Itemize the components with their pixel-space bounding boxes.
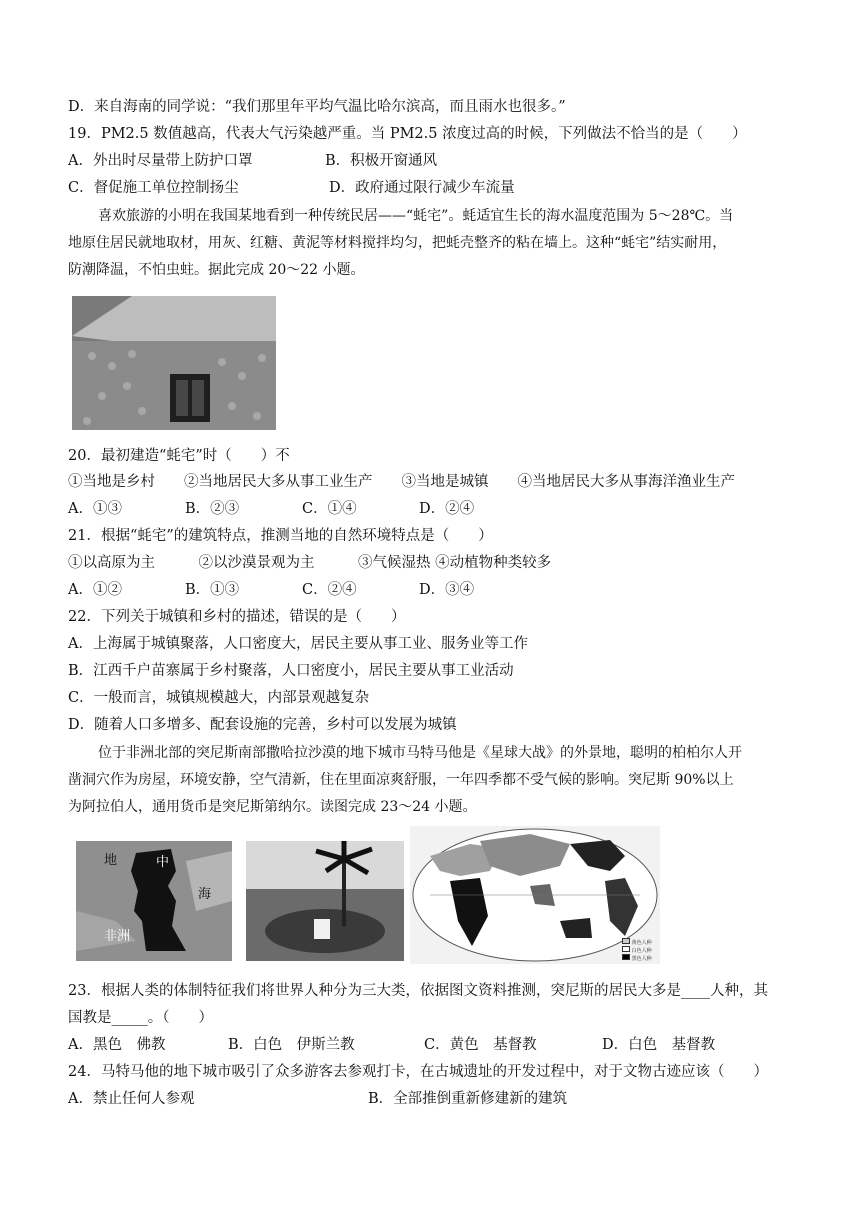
- q20-items: ①当地是乡村 ②当地居民大多从事工业生产 ③当地是城镇 ④当地居民大多从事海洋渔业生产: [68, 474, 735, 490]
- q21-stem: 21．根据“蚝宅”的建筑特点，推测当地的自然环境特点是（ ）: [68, 528, 493, 544]
- q20-option-c: C．①④: [302, 501, 357, 517]
- map-label-zhong: 中: [156, 855, 170, 870]
- tunisia-map: [76, 841, 232, 961]
- world-race-map: [410, 826, 660, 964]
- q20-option-a: A．①③: [68, 501, 122, 517]
- q21-option-c: C．②④: [302, 582, 357, 598]
- passage2-line1: 位于非洲北部的突尼斯南部撒哈拉沙漠的地下城市马特马他是《星球大战》的外景地，聪明的柏柏尔人开: [98, 745, 742, 761]
- q21-option-b: B．①③: [185, 582, 240, 598]
- passage1-line3: 防潮降温，不怕虫蛀。据此完成 20～22 小题。: [68, 262, 365, 278]
- q22-option-a: A．上海属于城镇聚落，人口密度大，居民主要从事工业、服务业等工作: [68, 636, 528, 652]
- q19-option-d: D．政府通过限行减少车流量: [329, 180, 515, 196]
- q19-stem: 19．PM2.5 数值越高，代表大气污染越严重。当 PM2.5 浓度过高的时候，下列做法不恰当的是（ ）: [68, 126, 747, 142]
- q18-option-d: D．来自海南的同学说：“我们那里年平均气温比哈尔滨高，而且雨水也很多。”: [68, 99, 566, 115]
- q23-option-a: A．黑色 佛教: [68, 1037, 166, 1053]
- passage1-line2: 地原住居民就地取材，用灰、红糖、黄泥等材料搅拌均匀，把蚝壳整齐的粘在墙上。这种“蚝宅”结实耐用，: [68, 235, 727, 251]
- legend-yellow: 黄色人种: [622, 938, 652, 946]
- q23-options: [68, 1035, 715, 1055]
- q22-option-c: C．一般而言，城镇规模越大，内部景观越复杂: [68, 690, 370, 706]
- q19-options-ab: [68, 151, 437, 171]
- q24-options: [68, 1089, 567, 1109]
- q21-items: ①以高原为主 ②以沙漠景观为主 ③气候湿热 ④动植物种类较多: [68, 555, 552, 571]
- q20-option-b: B．②③: [185, 501, 240, 517]
- q22-option-b: B．江西千户苗寨属于乡村聚落，人口密度小，居民主要从事工业活动: [68, 663, 514, 679]
- q21-option-a: A．①②: [68, 582, 122, 598]
- passage1-line1: 喜欢旅游的小明在我国某地看到一种传统民居——“蚝宅”。蚝适宜生长的海水温度范围为 5～28℃。当: [98, 208, 734, 224]
- legend: [622, 938, 652, 962]
- passage2-line3: 为阿拉伯人，通用货币是突尼斯第纳尔。读图完成 23～24 小题。: [68, 799, 477, 815]
- legend-white: 白色人种: [622, 946, 652, 954]
- q24-option-a: A．禁止任何人参观: [68, 1091, 195, 1107]
- q19-option-b: B．积极开窗通风: [325, 153, 438, 169]
- q24-option-b: B．全部推倒重新修建新的建筑: [368, 1091, 568, 1107]
- map-label-di: 地: [104, 853, 118, 868]
- q23-option-b: B．白色 伊斯兰教: [228, 1037, 355, 1053]
- q20-stem: 20．最初建造“蚝宅”时（ ）不: [68, 448, 290, 464]
- q22-stem: 22．下列关于城镇和乡村的描述，错误的是（ ）: [68, 609, 406, 625]
- q19-options-cd: [68, 178, 515, 198]
- q24-stem: 24．马特马他的地下城市吸引了众多游客去参观打卡，在古城遗址的开发过程中，对于文物古迹应该（ ）: [68, 1064, 768, 1080]
- q23-option-c: C．黄色 基督教: [424, 1037, 537, 1053]
- q23-stem-line1: 23．根据人类的体制特征我们将世界人种分为三大类，依据图文资料推测，突尼斯的居民大多是____人种，其: [68, 983, 768, 999]
- q21-options: [68, 580, 474, 600]
- q22-option-d: D．随着人口多增多、配套设施的完善，乡村可以发展为城镇: [68, 717, 457, 733]
- q23-option-d: D．白色 基督教: [602, 1037, 716, 1053]
- map-label-hai: 海: [198, 887, 212, 902]
- legend-black: 黑色人种: [622, 954, 652, 962]
- q19-option-a: A．外出时尽量带上防护口罩: [68, 153, 253, 169]
- q19-option-c: C．督促施工单位控制扬尘: [68, 180, 239, 196]
- passage2-line2: 凿洞穴作为房屋，环境安静，空气清新，住在里面凉爽舒服，一年四季都不受气候的影响。突尼斯 90%以上: [68, 772, 734, 788]
- q21-option-d: D．③④: [419, 582, 475, 598]
- q23-stem-line2: 国教是_____。（ ）: [68, 1010, 213, 1026]
- oyster-house-photo: [72, 296, 276, 430]
- q20-option-d: D．②④: [419, 501, 475, 517]
- q20-options: [68, 499, 474, 519]
- matmata-photo: [246, 841, 404, 961]
- map-label-feizhou: 非洲: [104, 929, 131, 944]
